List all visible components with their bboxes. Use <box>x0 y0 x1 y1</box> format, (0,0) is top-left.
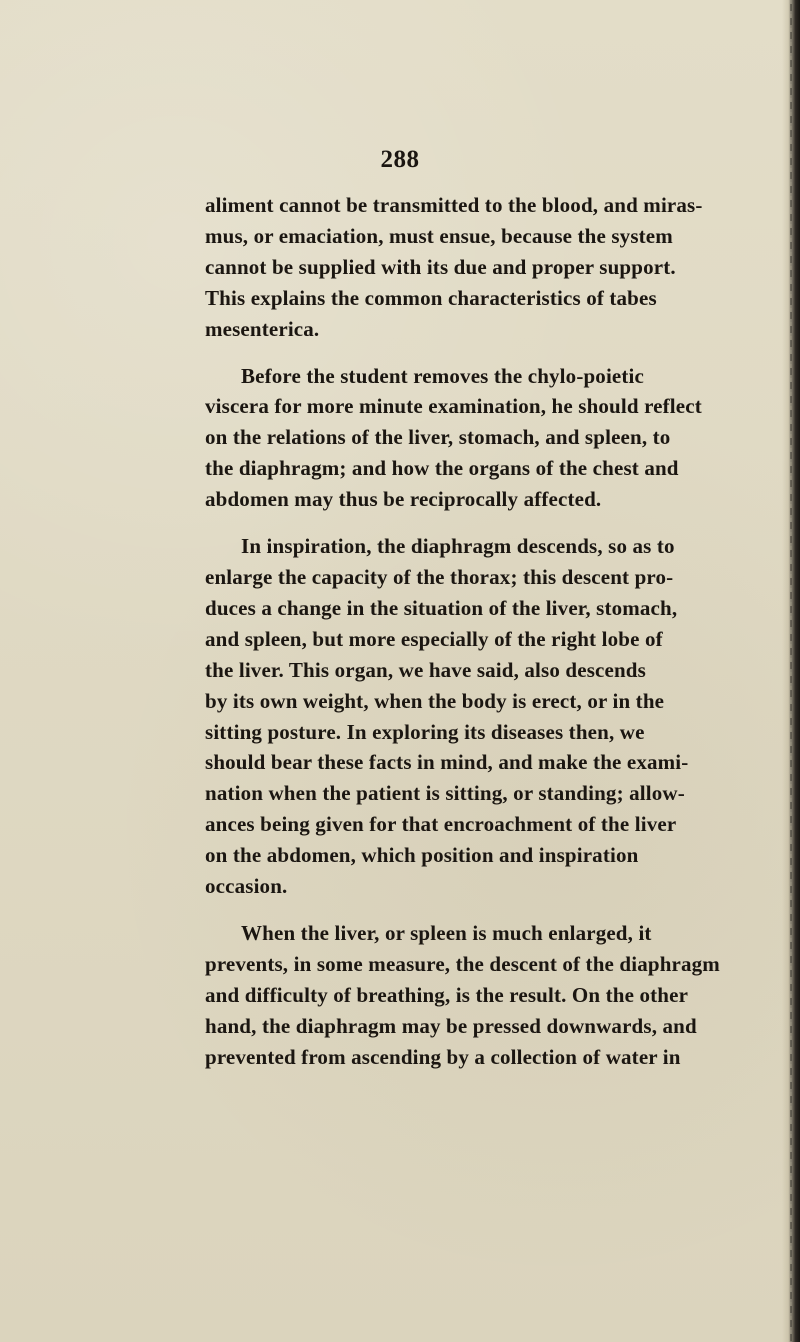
text-line: abdomen may thus be reciprocally affected. <box>205 487 602 512</box>
text-line: In inspiration, the diaphragm descends, so as to <box>241 534 675 559</box>
text-line: should bear these facts in mind, and make the exami- <box>205 750 689 775</box>
text-line: duces a change in the situation of the liver, stomach, <box>205 595 678 620</box>
text-line: mus, or emaciation, must ensue, because the system <box>205 223 673 248</box>
paragraph-gap <box>205 902 735 918</box>
paragraph-gap <box>205 345 735 361</box>
text-line: prevented from ascending by a collection of water in <box>205 1044 681 1069</box>
text-line: mesenterica. <box>205 316 320 341</box>
text-line: the liver. This organ, we have said, also descends <box>205 657 646 682</box>
text-line: prevents, in some measure, the descent of the diaphragm <box>205 951 720 976</box>
text-line: sitting posture. In exploring its diseases then, we <box>205 719 645 744</box>
book-edge-shadow <box>782 0 800 1342</box>
text-line: on the abdomen, which position and inspiration <box>205 843 639 868</box>
text-line: cannot be supplied with its due and proper support. <box>205 254 676 279</box>
text-line: When the liver, or spleen is much enlarged, it <box>241 920 652 945</box>
text-line: aliment cannot be transmitted to the blood, and miras- <box>205 193 703 217</box>
text-line: Before the student removes the chylo-poietic <box>241 363 644 388</box>
text-line: hand, the diaphragm may be pressed downwards, and <box>205 1013 697 1038</box>
text-line: enlarge the capacity of the thorax; this descent pro- <box>205 564 674 589</box>
text-line: and difficulty of breathing, is the result. On the other <box>205 982 689 1007</box>
text-line: by its own weight, when the body is erect, or in the <box>205 688 665 713</box>
text-line: the diaphragm; and how the organs of the chest and <box>205 456 679 481</box>
text-line: and spleen, but more especially of the right lobe of <box>205 626 663 651</box>
text-line: occasion. <box>205 874 288 899</box>
text-line: on the relations of the liver, stomach, and spleen, to <box>205 425 671 450</box>
page-text <box>205 190 735 1072</box>
text-line: nation when the patient is sitting, or standing; allow- <box>205 781 685 806</box>
page-number: 288 <box>380 146 420 173</box>
text-line: ances being given for that encroachment of the liver <box>205 812 677 837</box>
text-line: This explains the common characteristics of tabes <box>205 285 657 310</box>
paragraph-gap <box>205 515 735 531</box>
text-line: viscera for more minute examination, he should reflect <box>205 394 702 419</box>
